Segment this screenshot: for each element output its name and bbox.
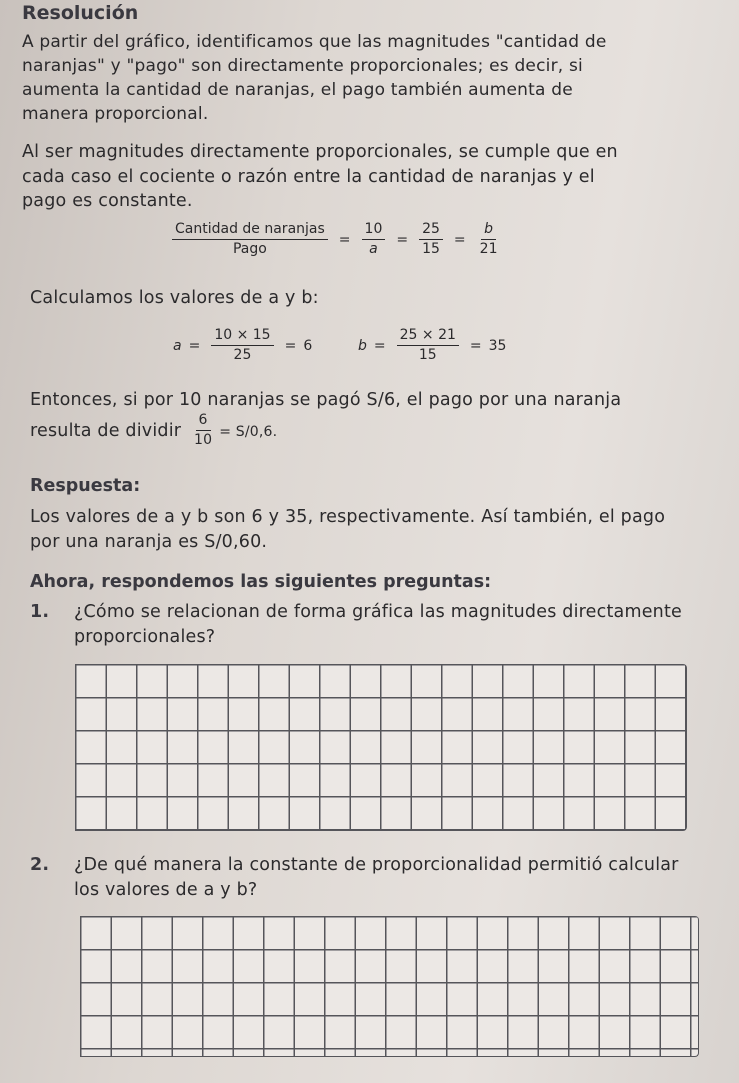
section-heading: Resolución — [22, 2, 139, 24]
calc-equation-a — [173, 328, 312, 364]
questions-heading: Ahora, respondemos las siguientes preguntas: — [30, 572, 492, 592]
calc-a-fraction — [211, 328, 273, 364]
calc-a-label: a — [173, 337, 182, 354]
unit-price-text: Entonces, si por 10 naranjas se pagó S/6, el pago por una naranja resulta de dividir — [30, 390, 622, 441]
equals-sign: = — [338, 231, 351, 248]
unit-price-num: 6 — [196, 413, 211, 431]
equals-sign: = — [373, 337, 386, 354]
proportionality-paragraph: Al ser magnitudes directamente proporcionales, se cumple que en cada caso el cociente o razón entre la cantidad de naranjas y el pago es constante. — [22, 142, 618, 211]
ratio-num-1: Cantidad de naranjas — [172, 222, 328, 240]
ratio-den-3: 15 — [422, 241, 440, 258]
calc-a-den: 25 — [233, 347, 252, 364]
unit-price-result: = S/0,6. — [219, 423, 278, 440]
ratio-num-4: b — [481, 222, 496, 240]
ratio-num-3: 25 — [419, 222, 443, 240]
unit-price-paragraph — [30, 388, 670, 448]
ratio-fraction-2 — [362, 222, 386, 258]
calc-intro: Calculamos los valores de a y b: — [30, 288, 319, 308]
equals-sign: = — [469, 337, 482, 354]
ratio-den-1: Pago — [232, 241, 267, 258]
ratio-fraction-4 — [477, 222, 501, 258]
question-1 — [30, 600, 690, 649]
ratio-fraction-main — [172, 222, 328, 258]
answer-text: Los valores de a y b son 6 y 35, respectivamente. Así también, el pago por una naranja es S/0,60. — [30, 507, 666, 552]
calc-b-result: 35 — [488, 337, 507, 354]
question-2-text: ¿De qué manera la constante de proporcionalidad permitió calcular los valores de a y b? — [74, 855, 679, 900]
calc-b-num: 25 × 21 — [397, 328, 459, 346]
calc-b-fraction — [397, 328, 459, 364]
question-1-number: 1. — [30, 602, 50, 622]
equals-sign: = — [453, 231, 466, 248]
calc-equation-b — [358, 328, 506, 364]
ratio-equation — [168, 222, 504, 258]
unit-price-fraction — [191, 413, 215, 449]
answer-label: Respuesta: — [30, 476, 141, 496]
unit-price-den: 10 — [193, 431, 213, 448]
answer-grid-1[interactable] — [75, 664, 687, 831]
calc-b-label: b — [358, 337, 367, 354]
calc-b-den: 15 — [418, 347, 437, 364]
calc-a-result: 6 — [303, 337, 313, 354]
equals-sign: = — [284, 337, 297, 354]
ratio-den-2: a — [369, 241, 378, 258]
ratio-den-4: 21 — [479, 241, 498, 258]
intro-paragraph: A partir del gráfico, identificamos que las magnitudes "cantidad de naranjas" y "pago" son directamente proporcionales; es decir, si aumenta la cantidad de naranjas, el pago también aumenta de manera proporcional. — [22, 32, 607, 124]
question-1-text: ¿Cómo se relacionan de forma gráfica las magnitudes directamente proporcionales? — [74, 602, 682, 647]
question-2 — [30, 853, 710, 902]
ratio-num-2: 10 — [362, 222, 386, 240]
question-2-number: 2. — [30, 855, 50, 875]
calc-a-num: 10 × 15 — [211, 328, 273, 346]
equals-sign: = — [396, 231, 409, 248]
answer-grid-2[interactable] — [80, 916, 699, 1057]
ratio-fraction-3 — [419, 222, 443, 258]
equals-sign: = — [188, 337, 201, 354]
